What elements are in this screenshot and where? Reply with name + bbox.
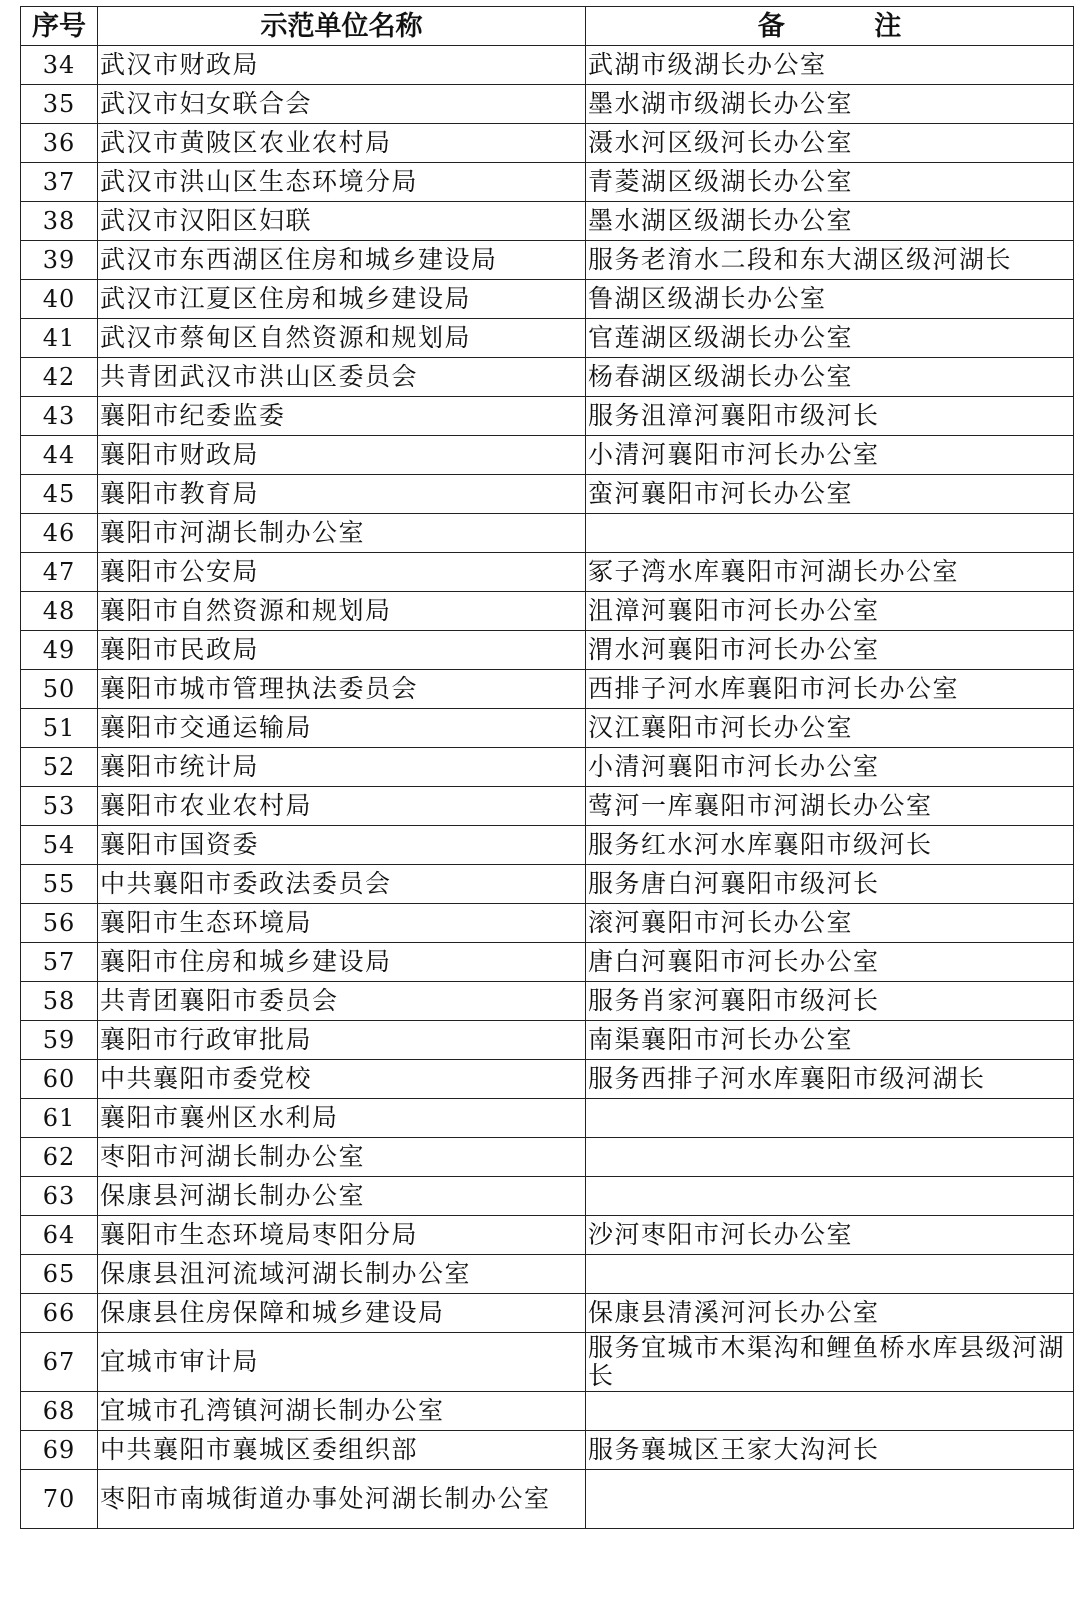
table-row [21,904,1074,943]
remark-cell: 墨水湖市级湖长办公室 [586,85,1074,124]
table-row [21,436,1074,475]
table-row [21,163,1074,202]
row-number-cell: 36 [21,124,98,163]
remark-cell: 蛮河襄阳市河长办公室 [586,475,1074,514]
remark-cell: 服务宜城市木渠沟和鲤鱼桥水库县级河湖长 [586,1333,1074,1392]
remark-cell: 青菱湖区级湖长办公室 [586,163,1074,202]
demonstration-units-table [20,6,1074,1529]
row-number-cell: 61 [21,1099,98,1138]
unit-name-cell: 武汉市东西湖区住房和城乡建设局 [98,241,586,280]
row-number-cell: 50 [21,670,98,709]
table-row [21,748,1074,787]
row-number-cell: 40 [21,280,98,319]
table-row [21,1333,1074,1392]
remark-cell: 鲁湖区级湖长办公室 [586,280,1074,319]
remark-cell [586,1392,1074,1431]
unit-name-cell: 襄阳市城市管理执法委员会 [98,670,586,709]
remark-cell: 小清河襄阳市河长办公室 [586,436,1074,475]
unit-name-cell: 襄阳市统计局 [98,748,586,787]
row-number-cell: 46 [21,514,98,553]
row-number-cell: 66 [21,1294,98,1333]
unit-name-cell: 保康县住房保障和城乡建设局 [98,1294,586,1333]
table-row [21,280,1074,319]
unit-name-cell: 襄阳市纪委监委 [98,397,586,436]
remark-cell: 汉江襄阳市河长办公室 [586,709,1074,748]
row-number-cell: 63 [21,1177,98,1216]
row-number-cell: 53 [21,787,98,826]
unit-name-cell: 保康县河湖长制办公室 [98,1177,586,1216]
unit-name-cell: 保康县沮河流域河湖长制办公室 [98,1255,586,1294]
unit-name-cell: 武汉市黄陂区农业农村局 [98,124,586,163]
column-header-number: 序号 [21,7,98,46]
row-number-cell: 48 [21,592,98,631]
table-row [21,202,1074,241]
remark-cell: 服务肖家河襄阳市级河长 [586,982,1074,1021]
table-row [21,1060,1074,1099]
row-number-cell: 65 [21,1255,98,1294]
row-number-cell: 55 [21,865,98,904]
unit-name-cell: 中共襄阳市襄城区委组织部 [98,1431,586,1470]
row-number-cell: 70 [21,1470,98,1529]
table-row [21,85,1074,124]
row-number-cell: 34 [21,46,98,85]
row-number-cell: 60 [21,1060,98,1099]
row-number-cell: 69 [21,1431,98,1470]
row-number-cell: 42 [21,358,98,397]
row-number-cell: 43 [21,397,98,436]
remark-cell: 小清河襄阳市河长办公室 [586,748,1074,787]
unit-name-cell: 襄阳市公安局 [98,553,586,592]
remark-cell: 官莲湖区级湖长办公室 [586,319,1074,358]
unit-name-cell: 枣阳市河湖长制办公室 [98,1138,586,1177]
unit-name-cell: 襄阳市自然资源和规划局 [98,592,586,631]
table-row [21,1255,1074,1294]
row-number-cell: 62 [21,1138,98,1177]
row-number-cell: 51 [21,709,98,748]
table-row [21,1177,1074,1216]
remark-cell: 滠水河区级河长办公室 [586,124,1074,163]
remark-cell: 服务红水河水库襄阳市级河长 [586,826,1074,865]
row-number-cell: 35 [21,85,98,124]
table-row [21,397,1074,436]
table-header-row [21,7,1074,46]
table-row [21,865,1074,904]
unit-name-cell: 襄阳市襄州区水利局 [98,1099,586,1138]
remark-cell: 武湖市级湖长办公室 [586,46,1074,85]
table-row [21,1470,1074,1529]
table-row [21,319,1074,358]
table-row [21,46,1074,85]
table-row [21,826,1074,865]
remark-cell: 沮漳河襄阳市河长办公室 [586,592,1074,631]
table-row [21,1216,1074,1255]
remark-cell [586,1177,1074,1216]
table-row [21,1099,1074,1138]
unit-name-cell: 中共襄阳市委党校 [98,1060,586,1099]
row-number-cell: 56 [21,904,98,943]
unit-name-cell: 武汉市妇女联合会 [98,85,586,124]
row-number-cell: 49 [21,631,98,670]
row-number-cell: 57 [21,943,98,982]
column-header-remark: 备 注 [586,7,1074,46]
unit-name-cell: 共青团襄阳市委员会 [98,982,586,1021]
remark-cell: 服务襄城区王家大沟河长 [586,1431,1074,1470]
unit-name-cell: 武汉市汉阳区妇联 [98,202,586,241]
unit-name-cell: 襄阳市生态环境局 [98,904,586,943]
remark-cell [586,1099,1074,1138]
remark-cell [586,514,1074,553]
remark-cell [586,1470,1074,1529]
remark-cell: 服务西排子河水库襄阳市级河湖长 [586,1060,1074,1099]
row-number-cell: 47 [21,553,98,592]
table-row [21,1294,1074,1333]
unit-name-cell: 武汉市蔡甸区自然资源和规划局 [98,319,586,358]
remark-cell: 服务老淯水二段和东大湖区级河湖长 [586,241,1074,280]
remark-cell: 墨水湖区级湖长办公室 [586,202,1074,241]
table-row [21,1138,1074,1177]
remark-cell: 冢子湾水库襄阳市河湖长办公室 [586,553,1074,592]
row-number-cell: 52 [21,748,98,787]
unit-name-cell: 襄阳市国资委 [98,826,586,865]
remark-cell [586,1138,1074,1177]
row-number-cell: 54 [21,826,98,865]
unit-name-cell: 襄阳市生态环境局枣阳分局 [98,1216,586,1255]
table-row [21,943,1074,982]
table-row [21,475,1074,514]
table-body [21,46,1074,1529]
unit-name-cell: 共青团武汉市洪山区委员会 [98,358,586,397]
remark-cell: 服务沮漳河襄阳市级河长 [586,397,1074,436]
column-header-unit-name: 示范单位名称 [98,7,586,46]
row-number-cell: 67 [21,1333,98,1392]
unit-name-cell: 襄阳市农业农村局 [98,787,586,826]
table-row [21,631,1074,670]
table-row [21,709,1074,748]
unit-name-cell: 武汉市洪山区生态环境分局 [98,163,586,202]
table-row [21,553,1074,592]
table-row [21,241,1074,280]
remark-cell: 滚河襄阳市河长办公室 [586,904,1074,943]
remark-cell: 渭水河襄阳市河长办公室 [586,631,1074,670]
remark-cell: 服务唐白河襄阳市级河长 [586,865,1074,904]
remark-cell: 杨春湖区级湖长办公室 [586,358,1074,397]
table-row [21,1021,1074,1060]
unit-name-cell: 枣阳市南城街道办事处河湖长制办公室 [98,1470,586,1529]
unit-name-cell: 武汉市财政局 [98,46,586,85]
row-number-cell: 37 [21,163,98,202]
remark-cell: 南渠襄阳市河长办公室 [586,1021,1074,1060]
remark-cell: 沙河枣阳市河长办公室 [586,1216,1074,1255]
table-row [21,358,1074,397]
table-row [21,787,1074,826]
unit-name-cell: 宜城市审计局 [98,1333,586,1392]
row-number-cell: 64 [21,1216,98,1255]
table-row [21,670,1074,709]
unit-name-cell: 襄阳市河湖长制办公室 [98,514,586,553]
unit-name-cell: 襄阳市住房和城乡建设局 [98,943,586,982]
table-row [21,514,1074,553]
row-number-cell: 41 [21,319,98,358]
unit-name-cell: 宜城市孔湾镇河湖长制办公室 [98,1392,586,1431]
unit-name-cell: 武汉市江夏区住房和城乡建设局 [98,280,586,319]
remark-cell: 保康县清溪河河长办公室 [586,1294,1074,1333]
row-number-cell: 59 [21,1021,98,1060]
table-row [21,982,1074,1021]
table-row [21,1431,1074,1470]
row-number-cell: 38 [21,202,98,241]
table-row [21,124,1074,163]
unit-name-cell: 襄阳市交通运输局 [98,709,586,748]
row-number-cell: 58 [21,982,98,1021]
remark-cell: 西排子河水库襄阳市河长办公室 [586,670,1074,709]
remark-cell [586,1255,1074,1294]
unit-name-cell: 中共襄阳市委政法委员会 [98,865,586,904]
remark-cell: 莺河一库襄阳市河湖长办公室 [586,787,1074,826]
unit-name-cell: 襄阳市教育局 [98,475,586,514]
remark-cell: 唐白河襄阳市河长办公室 [586,943,1074,982]
row-number-cell: 44 [21,436,98,475]
table-row [21,592,1074,631]
unit-name-cell: 襄阳市民政局 [98,631,586,670]
unit-name-cell: 襄阳市财政局 [98,436,586,475]
row-number-cell: 68 [21,1392,98,1431]
row-number-cell: 45 [21,475,98,514]
unit-name-cell: 襄阳市行政审批局 [98,1021,586,1060]
row-number-cell: 39 [21,241,98,280]
table-row [21,1392,1074,1431]
